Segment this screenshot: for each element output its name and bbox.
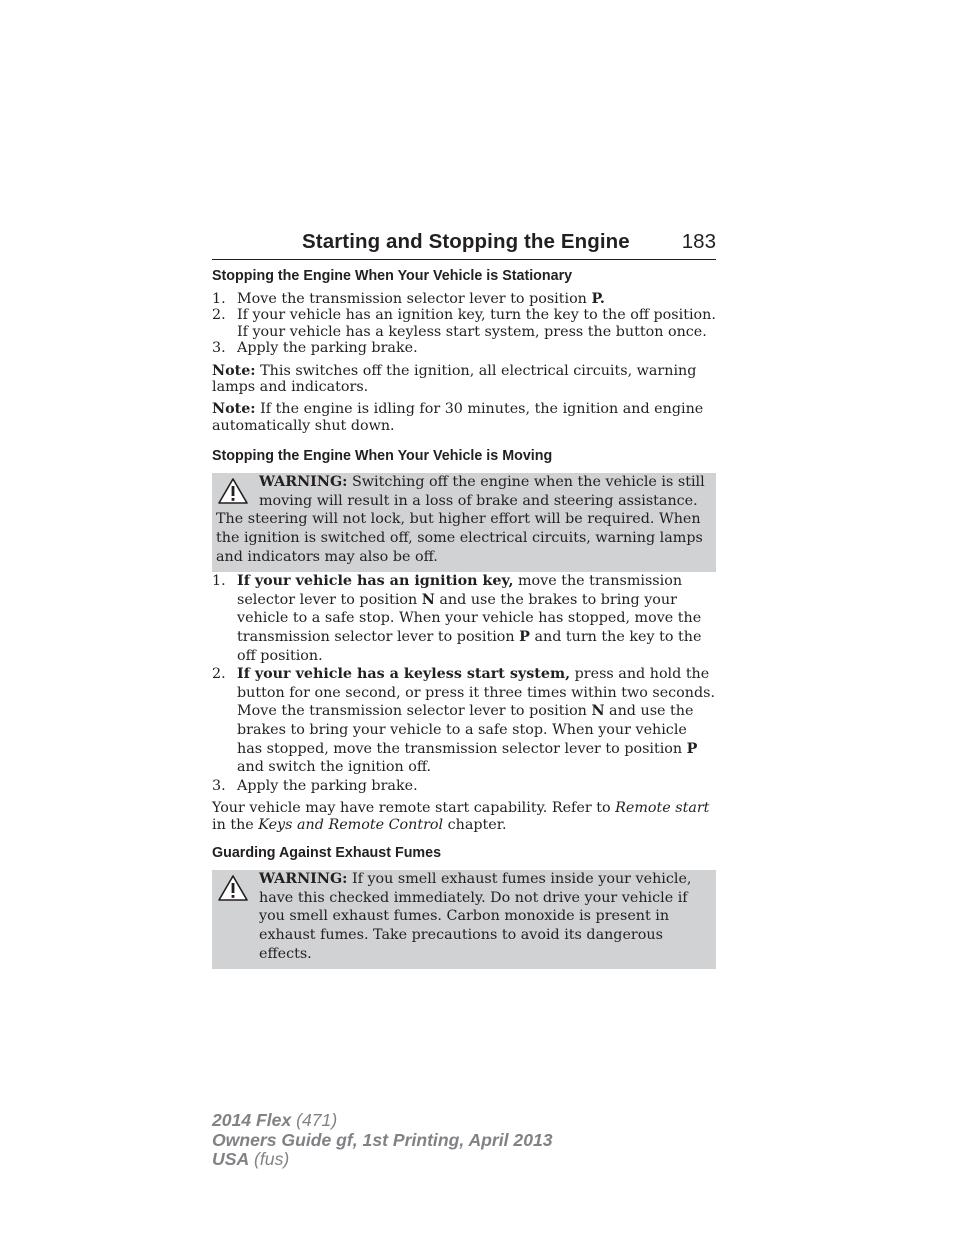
page-footer <box>212 1111 553 1170</box>
warning-triangle-icon <box>217 874 249 902</box>
warning-triangle-icon <box>217 477 249 505</box>
page-title: Starting and Stopping the Engine <box>302 230 630 253</box>
warning-box-exhaust: WARNING: If you smell exhaust fumes inside your vehicle, have this checked immediately. Do not drive your vehicle if you smell exhaust fumes. Carbon monoxide is present in exhaust fumes. Take precautions to avoid its dangerous effects. <box>212 870 716 969</box>
footer-guide: Owners Guide gf, 1st Printing, April 2013 <box>212 1129 553 1150</box>
steps-moving <box>212 572 716 795</box>
list-item: 2. If your vehicle has an ignition key, turn the key to the off position. If your vehicle has a keyless start system, press the button once. <box>212 307 716 340</box>
heading-moving: Stopping the Engine When Your Vehicle is Moving <box>212 448 553 465</box>
page-number: 183 <box>681 230 716 253</box>
heading-stationary: Stopping the Engine When Your Vehicle is Stationary <box>212 268 573 284</box>
page-header <box>212 228 716 260</box>
list-item: 3. Apply the parking brake. <box>212 340 418 357</box>
page-content <box>212 266 716 969</box>
list-item: 2. If your vehicle has a keyless start system, press and hold the button for one second, or press it three times within two seconds. Move the transmission selector lever to position N and use the brakes to bring your vehicle to a safe stop. When your vehicle has stopped, move the transmission selector lever to position P and switch the ignition off. <box>212 666 716 776</box>
remote-start-paragraph: Your vehicle may have remote start capability. Refer to Remote start in the Keys and Remote Control chapter. <box>212 800 710 833</box>
warning-box-moving: WARNING: Switching off the engine when the vehicle is still moving will result in a loss of brake and steering assistance. The steering will not lock, but higher effort will be required. When the ignition is switched off, some electrical circuits, warning lamps and indicators may also be off. <box>212 473 716 572</box>
list-item: 1. If your vehicle has an ignition key, move the transmission selector lever to position N and use the brakes to bring your vehicle to a safe stop. When your vehicle has stopped, move the transmission selector lever to position P and turn the key to the off position. <box>212 573 702 664</box>
list-item: 3. Apply the parking brake. <box>212 777 418 794</box>
steps-stationary <box>212 291 716 357</box>
footer-region: USA (fus) <box>212 1149 290 1169</box>
list-item: 1. Move the transmission selector lever to position P. <box>212 291 605 307</box>
note-idle-shutdown: Note: If the engine is idling for 30 minutes, the ignition and engine automatically shut down. <box>212 401 704 434</box>
footer-model: 2014 Flex (471) <box>212 1110 338 1130</box>
warning-body: The steering will not lock, but higher effort will be required. When the ignition is switched off, some electrical circuits, warning lamps and indicators may also be off. <box>216 511 703 565</box>
heading-exhaust: Guarding Against Exhaust Fumes <box>212 845 442 862</box>
note-ignition-off: Note: This switches off the ignition, all electrical circuits, warning lamps and indicators. <box>212 362 697 396</box>
